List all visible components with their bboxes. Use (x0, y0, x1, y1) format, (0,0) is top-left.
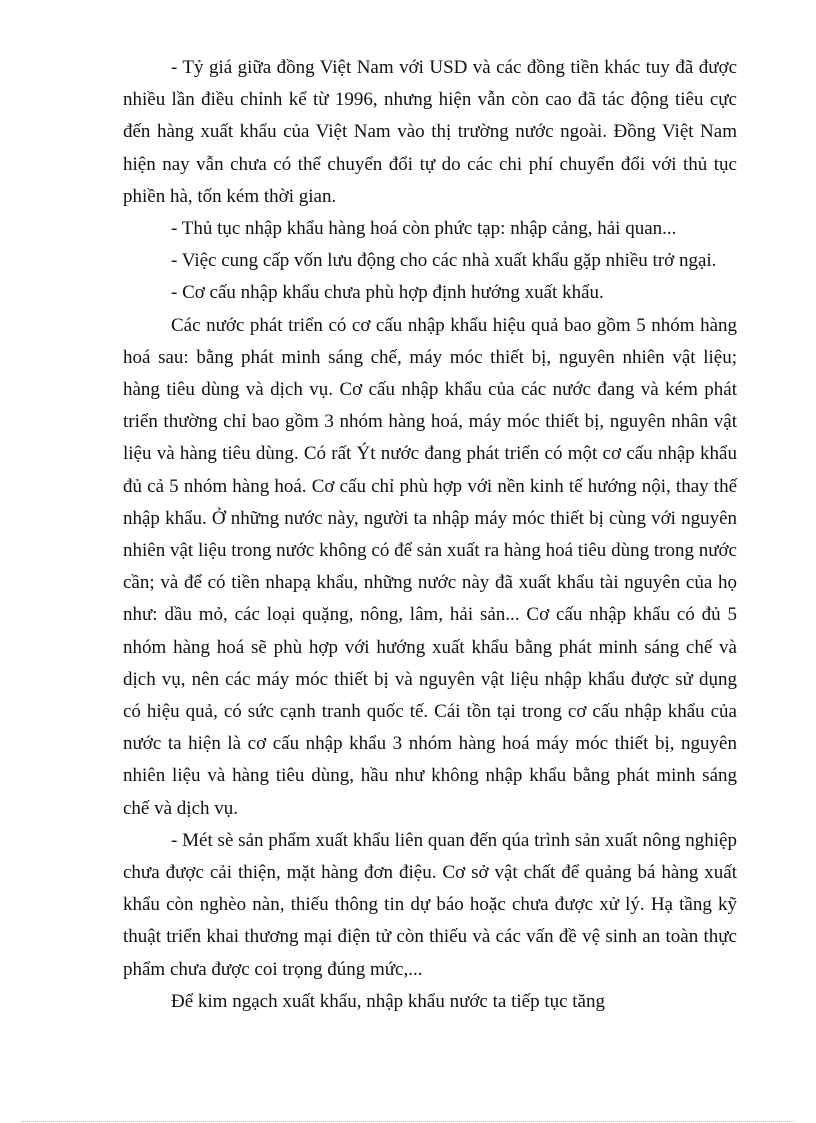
paragraph-closing: Để kim ngạch xuất khẩu, nhập khẩu nước ta tiếp tục tăng (171, 990, 605, 1012)
paragraph-developed-countries: Các nước phát triển có cơ cấu nhập khẩu hiệu quả bao gồm 5 nhóm hàng hoá sau: bằng phát minh sáng chế, máy móc thiết bị, nguyên nhiên vật liệu; hàng tiêu dùng và dịch vụ. Cơ cấu nhập khẩu của các nước đang và kém phát triển thường chỉ bao gồm 3 nhóm hàng hoá, máy móc thiết bị, nguyên nhân vật liệu và hàng tiêu dùng. Có rất Ýt nước đang phát triển có một cơ cấu nhập khẩu đủ cả 5 nhóm hàng hoá. Cơ cấu chỉ phù hợp với nền kinh tế hướng nội, thay thế nhập khẩu. Ở những nước này, người ta nhập máy móc thiết bị cùng với nguyên nhiên vật liệu trong nước không có để sản xuất ra hàng hoá tiêu dùng trong nước cần; và để có tiền nhapạ khẩu, những nước này đã xuất khẩu tài nguyên của họ như: dầu mỏ, các loại quặng, nông, lâm, hải sản... Cơ cấu nhập khẩu có đủ 5 nhóm hàng hoá sẽ phù hợp với hướng xuất khẩu bằng phát minh sáng chế và dịch vụ, nên các máy móc thiết bị và nguyên vật liệu nhập khẩu được sử dụng có hiệu quả, có sức cạnh tranh quốc tế. Cái tồn tại trong cơ cấu nhập khẩu của nước ta hiện là cơ cấu nhập khẩu 3 nhóm hàng hoá máy móc thiết bị, nguyên nhiên liệu và hàng tiêu dùng, hầu như không nhập khẩu bằng phát minh sáng chế và dịch vụ. (123, 314, 737, 819)
document-body (123, 52, 737, 1018)
paragraph-exchange-rate: - Tỷ giá giữa đồng Việt Nam với USD và các đồng tiền khác tuy đã được nhiều lần điều chỉnh kể từ 1996, nhưng hiện vẫn còn cao đã tác động tiêu cực đến hàng xuất khẩu của Việt Nam vào thị trường nước ngoài. Đồng Việt Nam hiện nay vẫn chưa có thể chuyển đổi tự do các chi phí chuyển đổi với thủ tục phiền hà, tốn kém thời gian. (123, 57, 737, 207)
page-bottom-divider (22, 1121, 794, 1122)
paragraph-agricultural-exports: - Mét sè sản phẩm xuất khẩu liên quan đến qúa trình sản xuất nông nghiệp chưa được cải thiện, mặt hàng đơn điệu. Cơ sở vật chất để quảng bá hàng xuất khẩu còn nghèo nàn, thiếu thông tin dự báo hoặc chưa được xử lý. Hạ tầng kỹ thuật triển khai thương mại điện tử còn thiếu và các vấn đề vệ sinh an toàn thực phẩm chưa được coi trọng đúng mức,... (123, 829, 737, 980)
paragraph-import-procedures: - Thủ tục nhập khẩu hàng hoá còn phức tạp: nhập cảng, hải quan... (171, 218, 677, 240)
paragraph-working-capital: - Việc cung cấp vốn lưu động cho các nhà xuất khẩu gặp nhiều trở ngại. (171, 250, 717, 272)
paragraph-import-structure: - Cơ cấu nhập khẩu chưa phù hợp định hướng xuất khẩu. (171, 282, 604, 304)
